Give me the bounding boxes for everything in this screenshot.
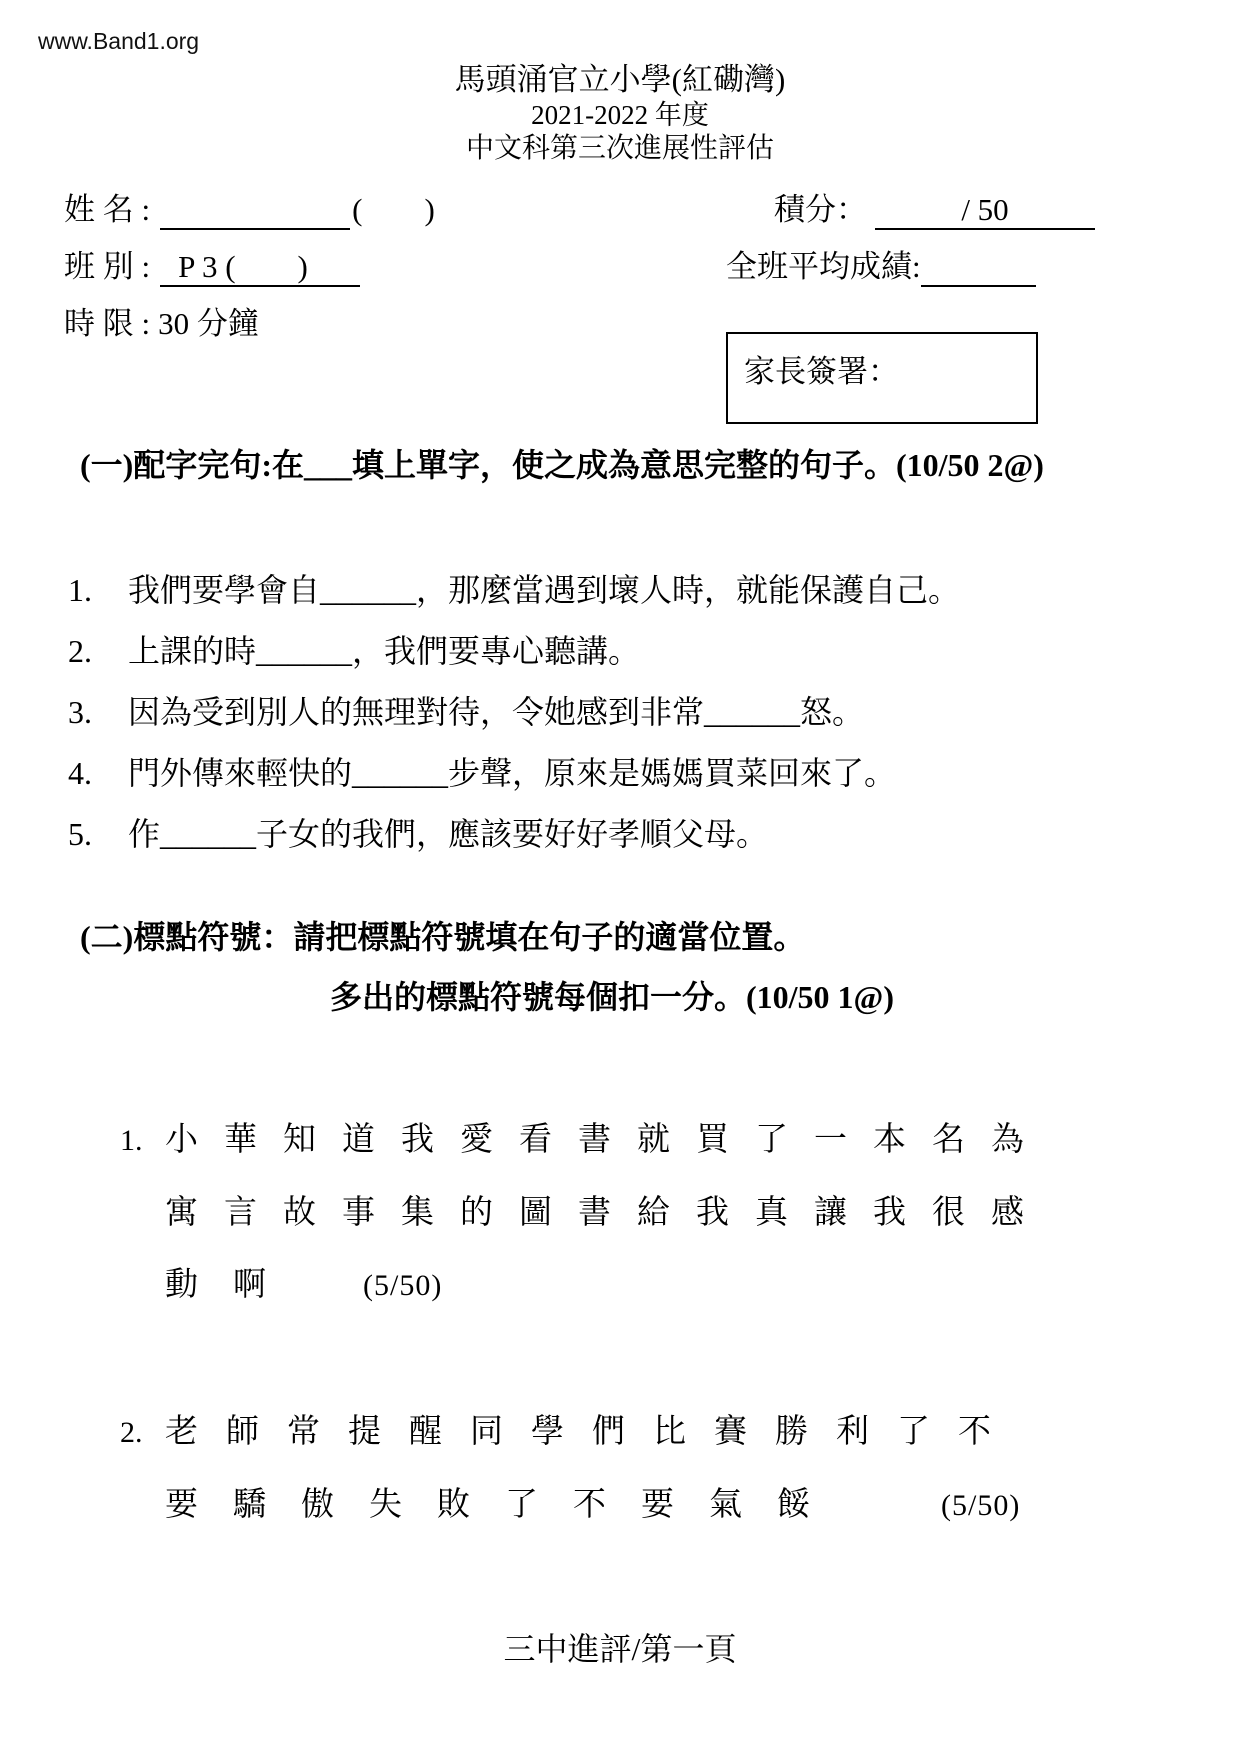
question-row-3 xyxy=(64,692,1176,732)
question-text: 作______子女的我們，應該要好好孝順父母。 xyxy=(128,816,769,852)
question-text: 我們要學會自______，那麼當遇到壞人時，就能保護自己。 xyxy=(128,572,961,608)
student-info-block xyxy=(64,190,1176,344)
punctuation-sentence-line xyxy=(165,1193,1176,1233)
question-number: 3. xyxy=(68,694,92,730)
name-paren: ( ) xyxy=(352,192,435,227)
school-year: 2021-2022 年度 xyxy=(531,100,709,130)
parent-signature-label: 家長簽署： xyxy=(744,354,899,389)
section2-heading-line1: (二)標點符號：請把標點符號填在句子的適當位置。 xyxy=(80,919,806,955)
class-label: 班 別 : xyxy=(64,249,151,284)
info-row-name-score xyxy=(64,190,1176,230)
class-blank-line: P 3 ( ) xyxy=(160,247,360,287)
page-footer: 三中進評/第一頁 xyxy=(503,1631,737,1667)
name-label: 姓 名 : xyxy=(64,192,151,227)
score-label: 積分： xyxy=(774,192,867,227)
sentence-text: 寓言故事集的圖書給我真讓我很感 xyxy=(165,1195,1050,1231)
question-row-1 xyxy=(64,570,1176,610)
parent-signature-box xyxy=(726,332,1038,424)
section2-question-2 xyxy=(64,1412,1176,1526)
section1-questions xyxy=(64,570,1176,854)
sentence-text: 動啊 xyxy=(165,1267,301,1303)
question-number: 5. xyxy=(68,816,92,852)
question-row-4 xyxy=(64,753,1176,793)
punctuation-sentence-line xyxy=(64,1120,1176,1161)
punctuation-sentence-line xyxy=(165,1265,1176,1306)
question-score: (5/50) xyxy=(363,1269,443,1302)
class-average-blank-line xyxy=(921,247,1036,287)
question-score: (5/50) xyxy=(941,1489,1021,1522)
question-row-5 xyxy=(64,814,1176,854)
info-row-class-average xyxy=(64,247,1176,287)
section2-heading-line2: 多出的標點符號每個扣一分。(10/50 1@) xyxy=(330,979,894,1015)
sentence-text: 小華知道我愛看書就買了一本名為 xyxy=(165,1122,1050,1158)
section2-question-1 xyxy=(64,1120,1176,1306)
school-name: 馬頭涌官立小學(紅磡灣) xyxy=(454,62,786,97)
section1-heading: (一)配字完句:在___填上單字，使之成為意思完整的句子。(10/50 2@) xyxy=(80,447,1044,483)
question-text: 因為受到別人的無理對待，令她感到非常______怒。 xyxy=(128,694,865,730)
question-number: 1. xyxy=(68,572,92,608)
question-number: 4. xyxy=(68,755,92,791)
question-number: 1. xyxy=(120,1124,143,1157)
question-text: 門外傳來輕快的______步聲，原來是媽媽買菜回來了。 xyxy=(128,755,897,791)
watermark-band1: www.Band1.org xyxy=(38,28,200,54)
punctuation-sentence-line xyxy=(64,1412,1176,1453)
exam-title: 中文科第三次進展性評估 xyxy=(465,133,774,164)
punctuation-sentence-line xyxy=(165,1485,1176,1526)
class-average-label: 全班平均成績: xyxy=(726,249,921,284)
question-text: 上課的時______，我們要專心聽講。 xyxy=(128,633,641,669)
paper-header xyxy=(0,0,1240,166)
score-blank-line: / 50 xyxy=(875,190,1095,230)
sentence-text: 要驕傲失敗了不要氣餒 xyxy=(165,1487,845,1523)
question-number: 2. xyxy=(120,1416,143,1449)
time-limit-label: 時 限 : xyxy=(64,306,151,341)
time-limit-value: 30 分鐘 xyxy=(158,306,259,341)
name-blank-line xyxy=(160,190,350,230)
question-row-2 xyxy=(64,631,1176,671)
question-number: 2. xyxy=(68,633,92,669)
sentence-text: 老師常提醒同學們比賽勝利了不 xyxy=(165,1414,1019,1450)
